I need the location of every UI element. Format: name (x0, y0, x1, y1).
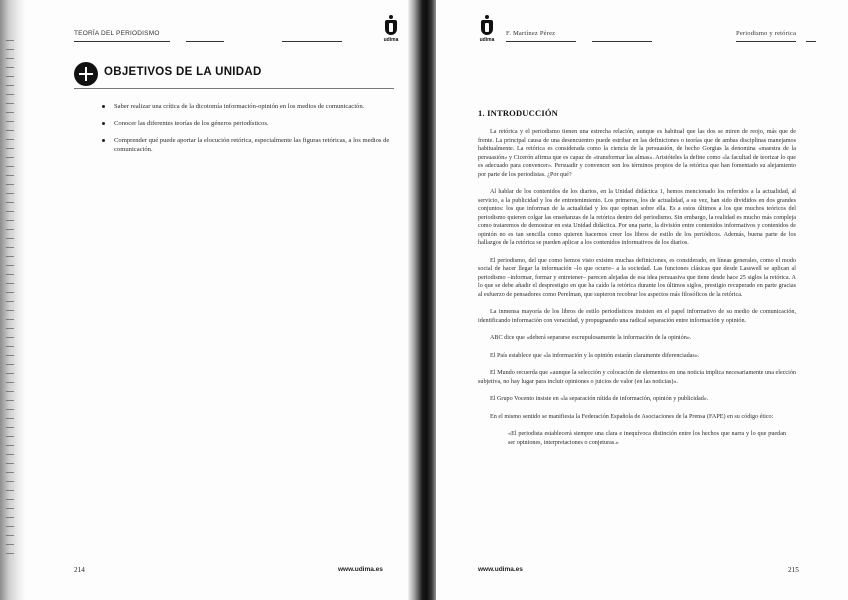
logo-text: udima (479, 37, 495, 43)
udima-logo (380, 20, 402, 50)
udima-logo (476, 20, 498, 50)
paragraph: El Mundo recuerda que «aunque la selección y colocación de elementos en una noticia implica necesariamente una elección subjetiva, no hay lugar para incluir opiniones o juicios de valor (en las noticias)». (478, 370, 796, 385)
header-rule (506, 41, 576, 42)
bullet-icon (102, 105, 105, 108)
paragraph: Al hablar de los contenidos de los diarios, en la Unidad didáctica 1, hemos mencionado los referidos a la actualidad, al servicio, a la publicidad y los de entretenimiento. Los primeros, los de actualidad, a su vez, han sido divididos en dos grandes conjuntos: los que informan de la actualidad y los que opinan sobre ella. Es a estos últimos a los que muchos teóricos del periodismo quieren colgar las enseñanzas de la retórica dentro del periodismo. Sin embargo, la realidad es mucho más compleja como trataremos de demostrar en esta Unidad didáctica. Por una parte, la división entre contenidos informativos y contenidos de opinión no es tan sencilla como quieren hacernos creer los libros de estilo de los periódicos. Además, buena parte de los hallazgos de la retórica se pueden aplicar a los contenidos informativos de los diarios. (478, 189, 796, 246)
header-rule (186, 41, 224, 42)
page-number: 215 (788, 566, 799, 574)
running-head-title: Periodismo y retórica (736, 30, 797, 37)
paragraph: La retórica y el periodismo tienen una estrecha relación, aunque es habitual que las dos se miren de reojo, más que de frente. La principal causa de una desencuentro puede estribar en las definiciones o teorías que de ambas disciplinas manejamos habitualmente. La retórica es considerada como la ciencia de la persuasión, de hecho Gorgias la denomina «maestra de la persuasión» y Cicerón afirma que es capaz de «transformar las almas». Aristóteles la define como «la facultad de teorizar lo que es adecuado para convencer». Persuadir y convencer son los términos propios de la retórica que han fomentado su alejamiento por parte de los periodistas. ¿Por qué? (478, 129, 796, 178)
paragraph: La inmensa mayoría de los libros de estilo periodísticos insisten en el papel informativo de su medio de comunicación, identificando información con veracidad, y propugnando una radical separación entre información y opinión. (478, 309, 796, 324)
header-rule (736, 41, 796, 42)
bullet-icon (102, 122, 105, 125)
header-rule (592, 41, 652, 42)
objectives-icon (74, 62, 98, 86)
udima-logo-icon (385, 20, 397, 35)
section-title: 1. INTRODUCCIÓN (478, 108, 558, 118)
objectives-title: OBJETIVOS DE LA UNIDAD (104, 66, 262, 78)
paragraph: El País establece que «la información y la opinión estarán claramente diferenciadas». (490, 352, 700, 359)
objectives-list (100, 102, 400, 162)
paragraph: En el mismo sentido se manifiesta la Federación Española de Asociaciones de la Prensa (FAPE) en su código ético: (490, 413, 774, 420)
footer-url: www.udima.es (478, 566, 523, 573)
body-text (478, 128, 796, 456)
objectives-rule (74, 88, 394, 89)
logo-text: udima (383, 37, 399, 43)
footer-url: www.udima.es (338, 566, 383, 573)
objective-item: Conocer las diferentes teorías de los géneros periodísticos. (100, 119, 400, 128)
udima-logo-icon (481, 20, 493, 35)
block-quote: «El periodista establecerá siempre una clara e inequívoca distinción entre los hechos que narra y lo que puedan ser opiniones, interpretaciones o conjeturas.» (508, 431, 786, 446)
running-head: TEORÍA DEL PERIODISMO (74, 30, 160, 37)
page-number: 214 (74, 566, 85, 574)
header-rule (282, 41, 342, 42)
objective-item: Comprender qué puede aportar la elocución retórica, especialmente las figuras retóricas, a los medios de comunicación. (100, 136, 400, 154)
bullet-icon (102, 139, 105, 142)
header-rule (74, 41, 170, 42)
running-head-author: F. Martínez Pérez (506, 30, 556, 37)
header-rule (806, 41, 816, 42)
paragraph: El Grupo Vocento insiste en «la separación nítida de información, opinión y publicidad». (490, 396, 709, 402)
objective-item: Saber realizar una crítica de la dicotomía información-opinión en los medios de comunicación. (100, 102, 400, 111)
left-page (0, 0, 414, 600)
paragraph: ABC dice que «deberá separarse escrupulosamente la información de la opinión». (490, 335, 692, 341)
scan-edge-shadow (0, 0, 26, 600)
paragraph: El periodismo, del que como hemos visto existen muchas definiciones, es considerado, en líneas generales, como el modo social de hacer llegar la información –lo que ocurre– a la sociedad. Las funciones clásicas que desde Lasswell se aplican al periodismo –informar, formar y entretener– parecen alejadas de esa idea persuasiva que tiene desde hace 25 siglos la retórica. A lo que se debe añadir el desprestigio en que ha caído la retórica durante los últimos siglos, prestigio recuperado en parte gracias al esfuerzo de pensadores como Perelman, que supieron recobrar los aspectos más filosóficos de la retórica. (478, 257, 796, 298)
